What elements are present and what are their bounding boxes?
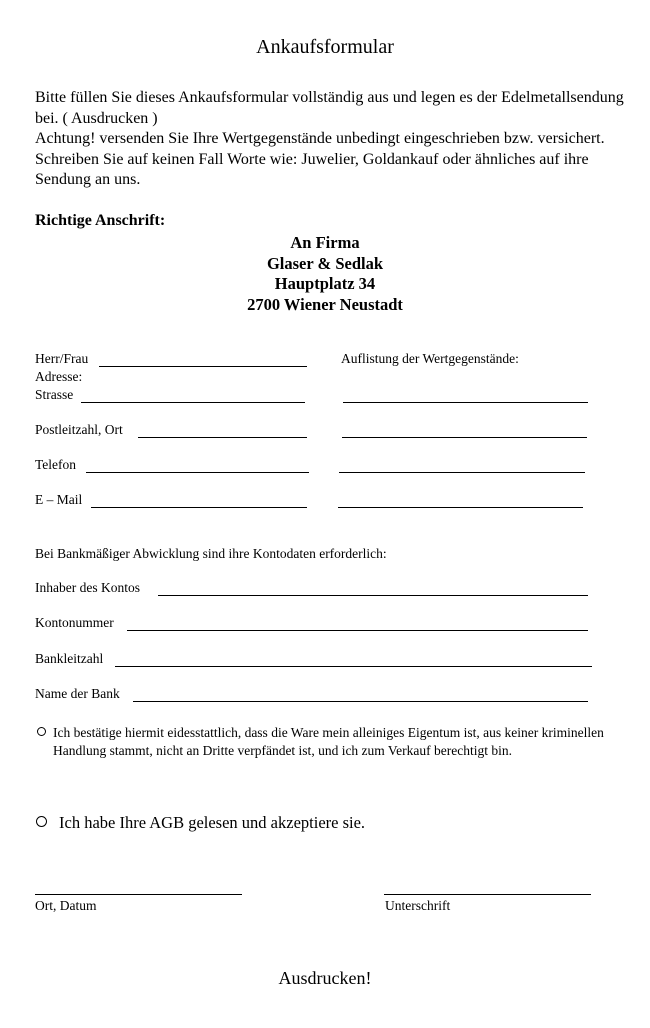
account-holder-label: Inhaber des Kontos <box>35 580 140 595</box>
intro-text <box>35 88 625 191</box>
intro-paragraph-1: Bitte füllen Sie dieses Ankaufsformular vollständig aus und legen es der Edelmetallsendung bei. ( Ausdrucken ) <box>35 89 624 127</box>
address-line-1: An Firma <box>290 233 360 252</box>
address-label-field: Adresse: <box>35 369 83 384</box>
signature-line[interactable] <box>384 894 591 895</box>
bank-code-field[interactable] <box>115 666 592 667</box>
postal-city-field[interactable] <box>138 437 307 438</box>
address-line-3: Hauptplatz 34 <box>274 274 376 294</box>
phone-field[interactable] <box>86 472 309 473</box>
account-number-label: Kontonummer <box>35 615 114 630</box>
address-line-4: 2700 Wiener Neustadt <box>247 295 403 315</box>
address-line-2: Glaser & Sedlak <box>266 253 384 273</box>
account-number-field[interactable] <box>127 630 588 631</box>
signature-label: Unterschrift <box>385 898 451 913</box>
ownership-radio[interactable] <box>37 727 46 736</box>
postal-city-label: Postleitzahl, Ort <box>35 422 123 437</box>
intro-paragraph-2: Achtung! versenden Sie Ihre Wertgegenstände unbedingt eingeschrieben bzw. versichert. Schreiben Sie auf keinen Fall Worte wie: Juwelier, Goldankauf oder ähnliches auf ihre Sendung an uns. <box>35 130 605 188</box>
bank-intro: Bei Bankmäßiger Abwicklung sind ihre Kontodaten erforderlich: <box>35 546 387 561</box>
valuables-line-2[interactable] <box>342 437 587 438</box>
email-label: E – Mail <box>35 492 83 507</box>
phone-label: Telefon <box>35 457 77 472</box>
bank-name-field[interactable] <box>133 701 588 702</box>
address-label: Richtige Anschrift: <box>35 212 166 229</box>
valuables-line-4[interactable] <box>338 507 583 508</box>
company-address <box>0 233 650 316</box>
salutation-field[interactable] <box>99 366 307 367</box>
bank-name-label: Name der Bank <box>35 686 120 701</box>
bank-code-label: Bankleitzahl <box>35 651 104 666</box>
email-field[interactable] <box>91 507 307 508</box>
valuables-line-3[interactable] <box>339 472 585 473</box>
agb-radio[interactable] <box>36 816 47 827</box>
account-holder-field[interactable] <box>158 595 588 596</box>
place-date-line[interactable] <box>35 894 242 895</box>
print-link[interactable]: Ausdrucken! <box>278 968 372 988</box>
street-field[interactable] <box>81 402 305 403</box>
place-date-label: Ort, Datum <box>35 898 97 913</box>
salutation-label: Herr/Frau <box>35 351 89 366</box>
agb-statement: Ich habe Ihre AGB gelesen und akzeptiere sie. <box>59 813 366 832</box>
valuables-line-1[interactable] <box>343 402 588 403</box>
page-title: Ankaufsformular <box>256 36 394 58</box>
ownership-statement: Ich bestätige hiermit eidesstattlich, dass die Ware mein alleiniges Eigentum ist, aus keiner kriminellen Handlung stammt, nicht an Dritte verpfändet ist, und ich zum Verkauf berechtigt bin. <box>53 725 604 758</box>
valuables-label: Auflistung der Wertgegenstände: <box>341 351 519 366</box>
street-label: Strasse <box>35 387 74 402</box>
